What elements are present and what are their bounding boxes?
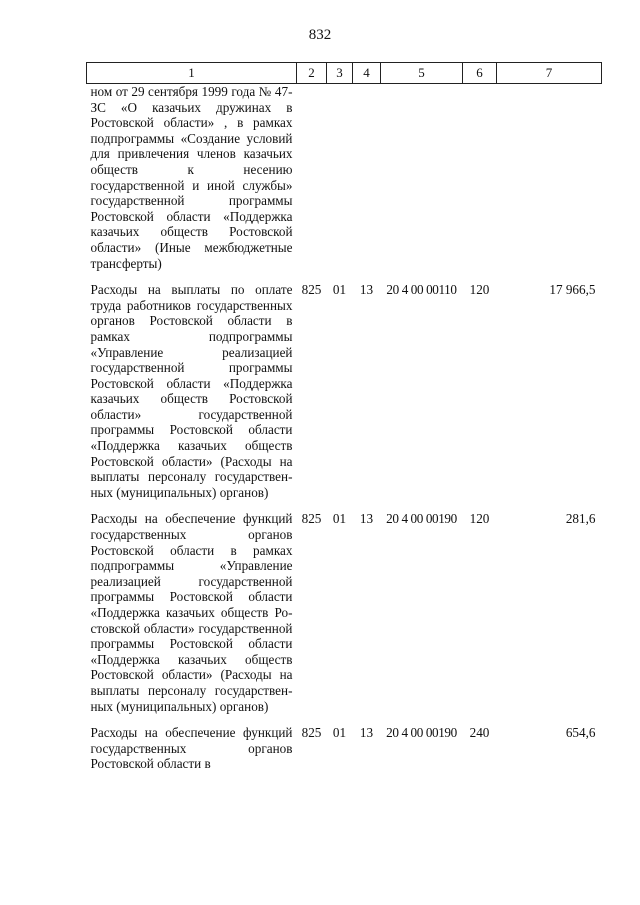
row-target-code: 20 4 00 00110 [386,282,457,298]
row-section: 01 [332,282,347,298]
table-row [87,84,602,283]
row-section [327,84,353,283]
row-subsection: 13 [359,725,374,741]
row-ministry [297,84,327,283]
row-subsection [353,84,381,283]
header-col-6: 6 [463,63,497,84]
row-description: Расходы на обеспечение функций государственных органов Ростовской области в [90,725,293,772]
row-ministry: 825 [301,282,322,298]
row-expense-type [463,84,497,283]
row-amount: 281,6 [565,511,596,527]
row-expense-type: 120 [469,282,490,298]
header-col-2: 2 [297,63,327,84]
row-section: 01 [332,725,347,741]
header-col-5: 5 [381,63,463,84]
row-target-code: 20 4 00 00190 [386,511,457,527]
table-row [87,511,602,725]
row-ministry: 825 [301,511,322,527]
row-section: 01 [332,511,347,527]
row-expense-type: 240 [469,725,490,741]
row-target-code: 20 4 00 00190 [386,725,457,741]
table-body [87,84,602,772]
row-expense-type: 120 [469,511,490,527]
budget-table [86,62,602,772]
header-col-3: 3 [327,63,353,84]
row-description: Расходы на выплаты по оплате труда работников государственных органов Ростовской области в рамках подпрограммы «Управление реализацией государственной программы Ростовской области «Поддержка казачьих обществ Ростовской области» государственной программы Ростовской области «Поддержка казачьих обществ Ростовской области» (Расходы на выплаты персоналу государственных (муниципальных) органов) [90,282,293,500]
table-row [87,282,602,511]
row-description: ном от 29 сентября 1999 года № 47-ЗС «О казачьих дружинах в Ростовской области» , в рамках подпрограммы «Создание условий для привлечения членов казачьих обществ к несению государственной и иной службы» государственной программы Ростовской области «Поддержка казачьих обществ Ростовской области» (Иные межбюджетные трансферты) [90,84,293,271]
table-header [87,63,602,84]
page-number: 832 [308,27,332,43]
row-subsection: 13 [359,511,374,527]
row-amount [497,84,602,283]
header-col-1: 1 [87,63,297,84]
row-amount: 654,6 [565,725,596,741]
header-row [87,63,602,84]
row-amount: 17 966,5 [549,282,596,298]
header-col-4: 4 [353,63,381,84]
row-description: Расходы на обеспечение функций государственных органов Ростовской области в рамках подпрограммы «Управление реализацией государственной программы Ростовской области «Поддержка казачьих обществ Ростовской области» государственной программы Ростовской области «Поддержка казачьих обществ Ростовской области» (Расходы на выплаты персоналу государственных (муниципальных) органов) [90,511,293,714]
table-row [87,725,602,772]
row-subsection: 13 [359,282,374,298]
header-col-7: 7 [497,63,602,84]
row-ministry: 825 [301,725,322,741]
row-target-code [381,84,463,283]
